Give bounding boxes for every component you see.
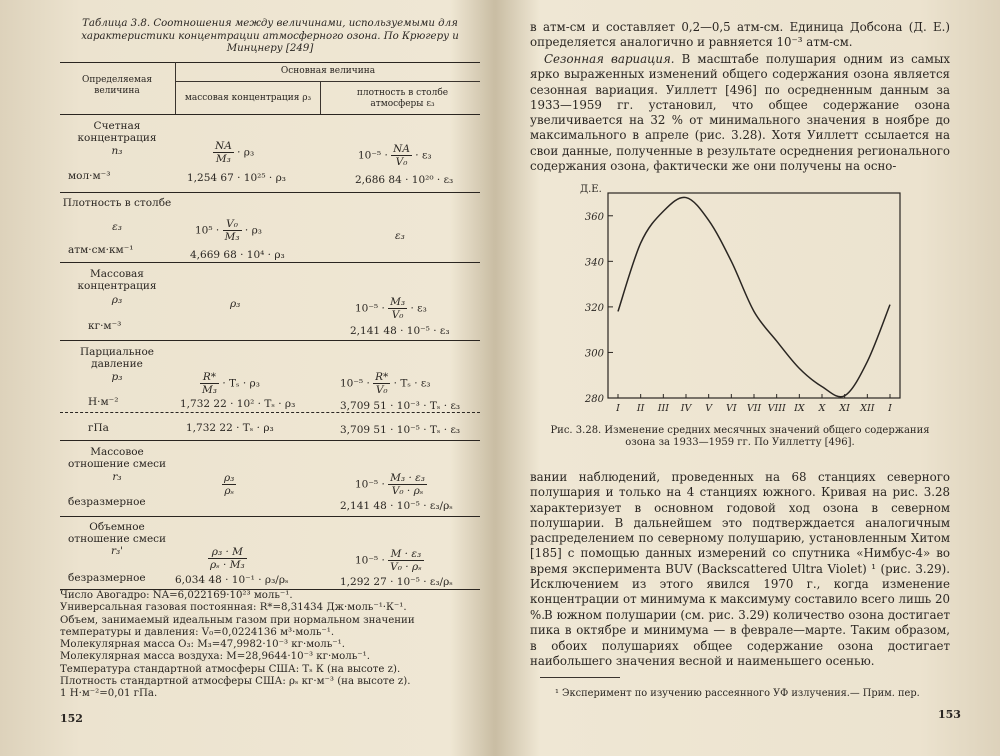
paragraph-intro: в атм-см и составляет 0,2—0,5 атм-см. Единица Добсона (Д. Е.) определяется аналогично и равняется 10⁻³ атм-см.: [530, 20, 950, 50]
formula-b: 10⁻⁵ · $\frac{\text{M₃ · ε₃}}{\text{V₀ · ρₛ}}$: [355, 472, 425, 497]
page-number-left: 152: [60, 712, 83, 725]
row-name: Плотность в столбе: [62, 197, 172, 209]
footnote: ¹ Эксперимент по изучению рассеянного УФ излучения.— Прим. пер.: [555, 688, 920, 699]
x-tick-label: XI: [839, 403, 850, 413]
ozone-chart: [570, 178, 910, 413]
row-rule: [60, 440, 480, 441]
note: Молекулярная масса воздуха: M=28,9644·10⁻³ кг·моль⁻¹.: [60, 651, 370, 663]
x-tick-label: I: [888, 403, 892, 413]
x-tick-label: X: [818, 403, 826, 413]
note: Число Авогадро: NA=6,022169·10²³ моль⁻¹.: [60, 590, 293, 601]
formula-a: $\frac{R*}{\text{M₃}}$ · Tₛ · ρ₃: [202, 371, 260, 396]
table-col-divider: [175, 62, 176, 114]
header-mass-conc: массовая концентрация ρ₃: [184, 93, 312, 103]
row-rule: [60, 192, 480, 193]
row-symbol: p₃: [111, 371, 123, 383]
figure-caption: Рис. 3.28. Изменение средних месячных значений общего содержания озона за 1933—1959 гг. По Уиллетту [496].: [550, 425, 930, 448]
row-name: Парциальное давление: [79, 346, 155, 370]
row-symbol: n₃: [111, 145, 123, 157]
table-header-bottom-rule: [60, 114, 480, 115]
table-notes: [60, 590, 480, 701]
formula-b: 10⁻⁵ · $\frac{R*}{\text{V₀}}$ · Tₛ · ε₃: [340, 371, 431, 396]
row-name: Массовое отношение смеси: [67, 446, 167, 470]
value-a: 1,254 67 · 10²⁵ · ρ₃: [187, 172, 286, 184]
paragraph-lead: Сезонная вариация.: [544, 52, 675, 66]
value-a: 6,034 48 · 10⁻¹ · ρ₃/ρₛ: [175, 574, 289, 586]
note: Объем, занимаемый идеальным газом при нормальном значении температуры и давления: V₀=0,0224136 м³·моль⁻¹.: [60, 614, 415, 638]
note: Универсальная газовая постоянная: R*=8,31434 Дж·моль⁻¹·К⁻¹.: [60, 602, 407, 614]
x-tick-label: IX: [794, 403, 805, 413]
formula-b: 10⁻⁵ · $\frac{NA}{\text{V₀}}$ · ε₃: [358, 143, 432, 168]
value-b: 2,141 48 · 10⁻⁵ · ε₃: [350, 325, 450, 337]
paragraph-seasonal: Сезонная вариация. В масштабе полушария одним из самых ярко выраженных изменений общего содержания озона является сезонная вариация. Уиллетт [496] по осредненным данным за 1933—1959 гг. установил, что общее содержание озона увеличивается на 32 % от минимального значения в ноябре до максимального в апреле (рис. 3.28). Хотя Уиллетт ссылается на свои данные, полученные в результате осреднения регионального содержания озона, фактически же они получены на осно-: [530, 52, 951, 174]
x-tick-label: VI: [726, 403, 737, 413]
value-b: ε₃: [395, 230, 405, 242]
value-b: 3,709 51 · 10⁻³ · Tₛ · ε₃: [340, 400, 461, 412]
x-tick-label: VIII: [767, 403, 786, 413]
row-unit: безразмерное: [68, 496, 146, 508]
value-a: ρ₃: [230, 298, 241, 310]
row-rule: [60, 262, 480, 263]
ozone-curve: [618, 197, 890, 396]
x-tick-label: II: [636, 403, 645, 413]
value-b: 1,292 27 · 10⁻⁵ · ε₃/ρₛ: [340, 576, 453, 588]
value-b: 2,141 48 · 10⁻⁵ · ε₃/ρₛ: [340, 500, 453, 512]
row-unit: мол·м⁻³: [68, 170, 111, 182]
row-name: Счетная концентрация: [77, 120, 157, 144]
note: Температура стандартной атмосферы США: Tₛ К (на высоте z).: [60, 663, 401, 675]
value-b-2: 3,709 51 · 10⁻⁵ · Tₛ · ε₃: [340, 424, 461, 436]
row-unit: кг·м⁻³: [88, 320, 122, 332]
x-tick-label: III: [657, 403, 669, 413]
x-tick-label: V: [705, 403, 713, 413]
row-name: Объемное отношение смеси: [67, 521, 167, 545]
page-number-right: 153: [938, 708, 961, 721]
row-unit: атм·см·км⁻¹: [68, 244, 134, 256]
y-tick-label: 320: [584, 302, 604, 314]
header-column-density: плотность в столбе атмосферы ε₃: [356, 88, 449, 109]
x-tick-label: IV: [680, 403, 692, 413]
row-symbol: r₃': [110, 545, 124, 557]
row-unit: безразмерное: [68, 572, 146, 584]
table-caption: Таблица 3.8. Соотношения между величинами, используемыми для характеристики концентрации атмосферного озона. По Крюгеру и Минцнеру [249]: [81, 18, 459, 54]
table-col-divider-2: [320, 81, 321, 114]
dashed-divider: [60, 412, 480, 413]
header-quantity: Определяемая величина: [81, 75, 153, 96]
paragraph-observations: вании наблюдений, проведенных на 68 станциях северного полушария и только на 4 станциях южного. Кривая на рис. 3.28 характеризует в основном годовой ход озона в северном полушарии. В дальнейшем это подтверждается аналогичным распределением по северному полушарию, установленным Хитом [185] с помощью данных измерений со спутника «Нимбус-4» во время эксперимента BUV (Backscattered Ultra Violet) ¹ (рис. 3.29). Исключением из этого явился 1970 г., когда изменение концентрации от минимума к максимуму составило всего лишь 20 %.: [530, 470, 950, 622]
formula-a: $\frac{NA}{\text{M₃}}$ · ρ₃: [215, 140, 255, 165]
row-symbol: ε₃: [112, 221, 122, 233]
x-tick-label: I: [616, 403, 620, 413]
table-top-rule: [60, 62, 480, 63]
formula-a: $\frac{\text{ρ₃}}{\text{ρₛ}}$: [224, 472, 235, 497]
formula-b: 10⁻⁵ · $\frac{\text{M · ε₃}}{\text{V₀ · ρₛ}}$: [355, 548, 422, 573]
note: Молекулярная масса O₃: M₃=47,9982·10⁻³ кг·моль⁻¹.: [60, 639, 346, 651]
y-tick-label: 280: [584, 394, 604, 405]
row-unit: Н·м⁻²: [88, 396, 119, 408]
y-tick-label: 300: [584, 348, 604, 360]
row-name: Массовая концентрация: [77, 268, 157, 292]
table-header-rule: [175, 81, 480, 82]
x-tick-label: XII: [860, 403, 875, 413]
x-tick-label: VII: [746, 403, 762, 413]
row-unit-2: гПа: [88, 422, 109, 434]
value-a: 1,732 22 · 10² · Tₛ · ρ₃: [180, 398, 296, 410]
formula-a: 10⁵ · $\frac{\text{V₀}}{\text{M₃}}$ · ρ₃: [195, 218, 262, 243]
note: Плотность стандартной атмосферы США: ρₛ кг·м⁻³ (на высоте z).: [60, 676, 411, 688]
paragraph-southern: В южном полушарии (см. рис. 3.29) количество озона достигает пика в октябре и минимума — в феврале—марте. Таким образом, в обоих полушариях общее содержание озона достигает наибольшего значения весной и наименьшего осенью.: [530, 608, 950, 668]
row-rule: [60, 516, 480, 517]
footnote-rule: [540, 677, 620, 678]
value-b: 2,686 84 · 10²⁰ · ε₃: [355, 174, 454, 186]
row-symbol: r₃: [112, 471, 122, 483]
y-tick-label: 340: [584, 257, 604, 269]
value-a-2: 1,732 22 · Tₛ · ρ₃: [186, 422, 274, 434]
row-symbol: ρ₃: [111, 294, 123, 306]
row-rule: [60, 340, 480, 341]
formula-a: $\frac{\text{ρ₃ · M}}{\text{ρₛ · M₃}}$: [210, 546, 245, 571]
header-basic: Основная величина: [280, 66, 376, 76]
value-a: 4,669 68 · 10⁴ · ρ₃: [190, 249, 285, 261]
note: 1 Н·м⁻²=0,01 гПа.: [60, 688, 158, 700]
y-axis-label: Д.Е.: [580, 184, 602, 195]
formula-b: 10⁻⁵ · $\frac{\text{M₃}}{\text{V₀}}$ · ε₃: [355, 296, 427, 321]
y-tick-label: 360: [584, 211, 604, 223]
